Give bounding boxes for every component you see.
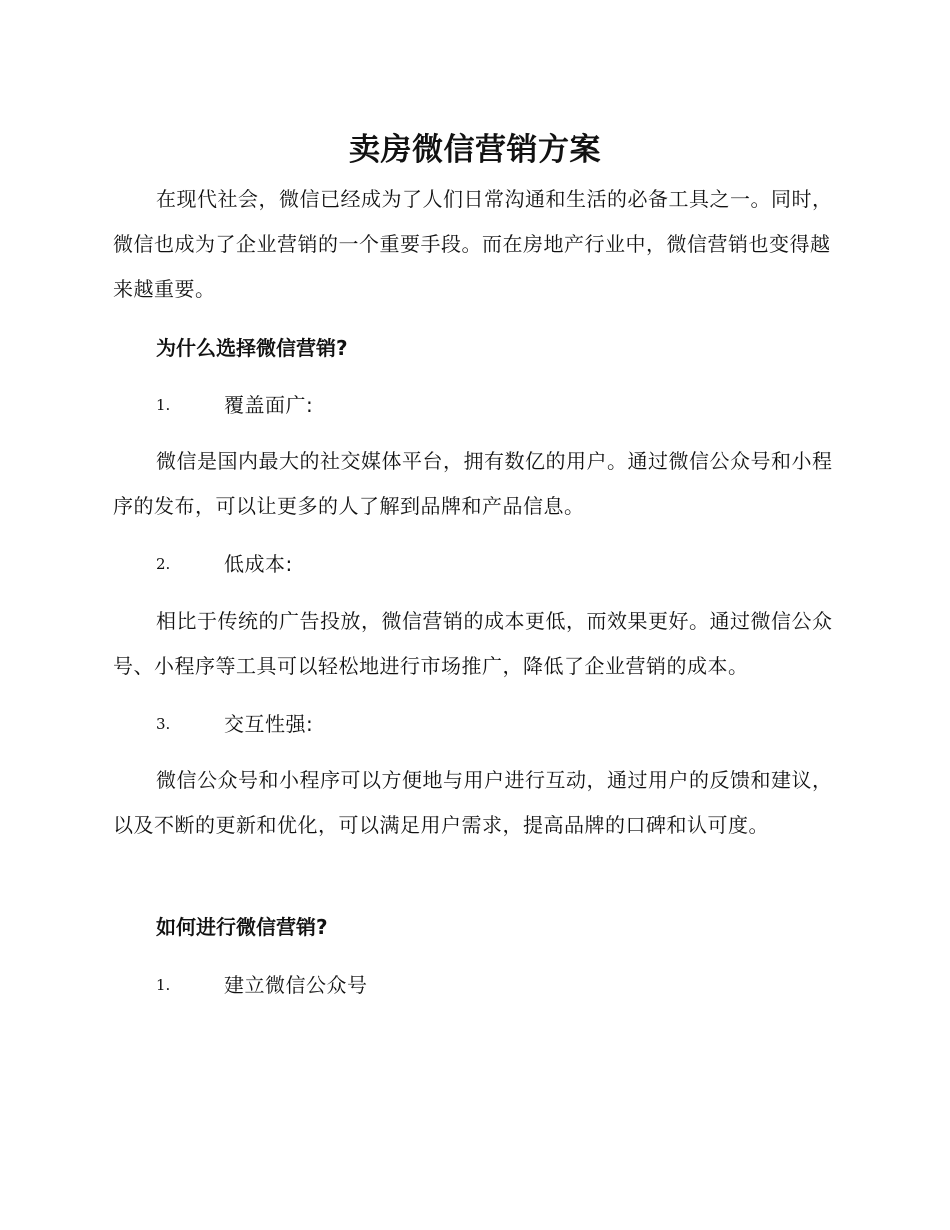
list-item-label: 建立微信公众号 [224, 973, 368, 997]
list-item-label: 交互性强: [224, 712, 314, 736]
list-item-number: 1. [156, 396, 171, 414]
item-body-paragraph: 微信公众号和小程序可以方便地与用户进行互动，通过用户的反馈和建议，以及不断的更新和优化，可以满足用户需求，提高品牌的口碑和认可度。 [113, 768, 833, 837]
item-body-paragraph: 相比于传统的广告投放，微信营销的成本更低，而效果更好。通过微信公众号、小程序等工具可以轻松地进行市场推广，降低了企业营销的成本。 [113, 609, 833, 678]
document-title: 卖房微信营销方案 [349, 132, 601, 168]
item-body-paragraph: 微信是国内最大的社交媒体平台，拥有数亿的用户。通过微信公众号和小程序的发布，可以让更多的人了解到品牌和产品信息。 [113, 449, 833, 518]
section-heading-how: 如何进行微信营销? [156, 915, 328, 939]
list-item-number: 3. [156, 715, 171, 733]
list-item-number: 2. [156, 555, 171, 573]
list-item-label: 覆盖面广: [224, 393, 314, 417]
list-item-number: 1. [156, 976, 171, 994]
intro-paragraph: 在现代社会，微信已经成为了人们日常沟通和生活的必备工具之一。同时，微信也成为了企业营销的一个重要手段。而在房地产行业中，微信营销也变得越来越重要。 [113, 187, 833, 301]
section-heading-why: 为什么选择微信营销? [156, 336, 348, 360]
list-item-label: 低成本: [224, 552, 293, 576]
